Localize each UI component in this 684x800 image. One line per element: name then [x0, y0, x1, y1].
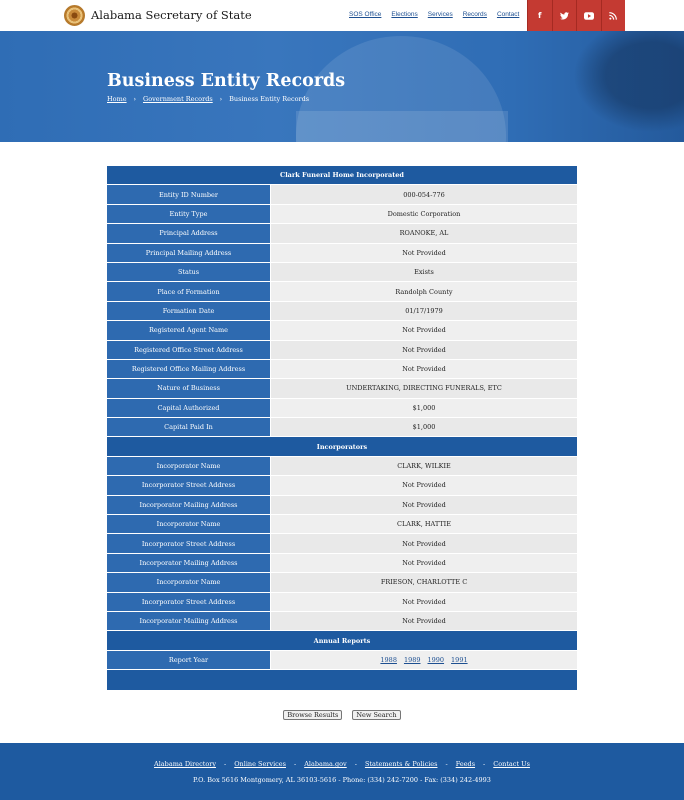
chevron-right-icon: ›: [133, 95, 136, 103]
row-label: Entity Type: [107, 205, 271, 224]
tree-image: [560, 31, 684, 142]
table-row: [107, 205, 577, 224]
row-value: 000-054-776: [271, 185, 577, 204]
row-label: Place of Formation: [107, 282, 271, 301]
table-row: [107, 554, 577, 573]
table-row: [107, 476, 577, 495]
row-value: 01/17/1979: [271, 302, 577, 321]
nav-services[interactable]: Services: [427, 11, 453, 18]
row-label: Incorporator Street Address: [107, 476, 271, 495]
row-label: Incorporator Name: [107, 457, 271, 476]
nav-records[interactable]: Records: [462, 11, 487, 18]
row-value: Not Provided: [271, 534, 577, 553]
footer-separator: -: [483, 760, 486, 768]
row-label: Incorporator Mailing Address: [107, 496, 271, 515]
browse-results-button[interactable]: Browse Results: [283, 710, 342, 720]
row-label: Capital Authorized: [107, 399, 271, 418]
table-row: [107, 593, 577, 612]
facebook-icon[interactable]: f: [527, 0, 552, 31]
table-row: [107, 321, 577, 340]
table-row: [107, 534, 577, 553]
row-value: FRIESON, CHARLOTTE C: [271, 573, 577, 592]
breadcrumb: [107, 95, 309, 103]
row-label: Status: [107, 263, 271, 282]
row-label: Nature of Business: [107, 379, 271, 398]
row-label: Principal Address: [107, 224, 271, 243]
footer-link-feeds[interactable]: Feeds: [455, 760, 476, 768]
row-value: Not Provided: [271, 476, 577, 495]
table-row: [107, 573, 577, 592]
row-label: Registered Office Mailing Address: [107, 360, 271, 379]
row-label: Incorporator Street Address: [107, 534, 271, 553]
hero-banner: [0, 31, 684, 142]
row-label: Entity ID Number: [107, 185, 271, 204]
footer-separator: -: [224, 760, 227, 768]
entity-records-table: [107, 166, 577, 690]
table-row: [107, 282, 577, 301]
footer-separator: -: [293, 760, 297, 768]
row-value: Not Provided: [271, 496, 577, 515]
row-value: [271, 651, 577, 670]
row-value: Not Provided: [271, 612, 577, 631]
report-year-link[interactable]: 1988: [380, 655, 397, 664]
table-row: [107, 399, 577, 418]
footer-address: P.O. Box 5616 Montgomery, AL 36103-5616 - Phone: (334) 242-7200 - Fax: (334) 242-4993: [193, 776, 491, 784]
table-row: [107, 224, 577, 243]
entity-name-heading: Clark Funeral Home Incorporated: [107, 166, 577, 185]
rss-icon[interactable]: [601, 0, 626, 31]
social-links: [527, 0, 625, 31]
action-buttons: [0, 710, 684, 720]
footer-link-statements-policies[interactable]: Statements & Policies: [364, 760, 438, 768]
footer-separator: -: [354, 760, 357, 768]
annual-reports-heading: Annual Reports: [107, 631, 577, 650]
row-label: Incorporator Mailing Address: [107, 612, 271, 631]
row-label: Incorporator Street Address: [107, 593, 271, 612]
site-title[interactable]: Alabama Secretary of State: [91, 8, 252, 22]
row-label: Formation Date: [107, 302, 271, 321]
breadcrumb-home[interactable]: Home: [107, 95, 127, 103]
row-value: $1,000: [271, 418, 577, 437]
row-value: UNDERTAKING, DIRECTING FUNERALS, ETC: [271, 379, 577, 398]
nav-sos-office[interactable]: SOS Office: [349, 11, 382, 18]
row-value: Not Provided: [271, 360, 577, 379]
incorporators-heading: Incorporators: [107, 437, 577, 456]
new-search-button[interactable]: New Search: [352, 710, 400, 720]
footer-link-alabama-gov[interactable]: Alabama.gov: [304, 760, 347, 768]
footer-link-online-services[interactable]: Online Services: [234, 760, 286, 768]
footer-link-contact-us[interactable]: Contact Us: [493, 760, 530, 768]
table-footer-bar: [107, 670, 577, 689]
row-label: Capital Paid In: [107, 418, 271, 437]
row-label: Principal Mailing Address: [107, 244, 271, 263]
row-value: Not Provided: [271, 341, 577, 360]
table-row: [107, 457, 577, 476]
site-header: [0, 0, 684, 31]
row-value: Not Provided: [271, 554, 577, 573]
state-seal-logo[interactable]: [64, 5, 85, 26]
table-row: [107, 418, 577, 437]
footer-links: [0, 760, 684, 768]
table-row: [107, 185, 577, 204]
table-row: [107, 244, 577, 263]
row-value: Exists: [271, 263, 577, 282]
nav-elections[interactable]: Elections: [391, 11, 418, 18]
chevron-right-icon: ›: [219, 95, 223, 103]
row-value: ROANOKE, AL: [271, 224, 577, 243]
incorporator-details: [107, 457, 577, 632]
nav-contact[interactable]: Contact: [496, 11, 520, 18]
row-label: Incorporator Name: [107, 515, 271, 534]
row-label: Incorporator Mailing Address: [107, 554, 271, 573]
row-label: Report Year: [107, 651, 271, 670]
report-year-links: [380, 656, 467, 664]
row-value: Not Provided: [271, 244, 577, 263]
table-row: [107, 651, 577, 670]
row-value: $1,000: [271, 399, 577, 418]
row-value: Domestic Corporation: [271, 205, 577, 224]
page-title: Business Entity Records: [107, 71, 346, 91]
report-year-link[interactable]: 1990: [427, 655, 445, 664]
row-value: Not Provided: [271, 593, 577, 612]
report-year-link[interactable]: 1989: [403, 655, 421, 664]
table-row: [107, 379, 577, 398]
row-value: CLARK, HATTIE: [271, 515, 577, 534]
row-label: Registered Agent Name: [107, 321, 271, 340]
row-value: Randolph County: [271, 282, 577, 301]
twitter-icon[interactable]: [552, 0, 577, 31]
table-row: [107, 360, 577, 379]
breadcrumb-government-records[interactable]: Government Records: [143, 95, 213, 103]
table-row: [107, 612, 577, 631]
entity-details: [107, 185, 577, 437]
youtube-icon[interactable]: [576, 0, 601, 31]
row-label: Incorporator Name: [107, 573, 271, 592]
capitol-building-image: [296, 111, 508, 142]
site-footer: [0, 743, 684, 800]
row-value: CLARK, WILKIE: [271, 457, 577, 476]
row-label: Registered Office Street Address: [107, 341, 271, 360]
table-row: [107, 496, 577, 515]
footer-link-alabama-directory[interactable]: Alabama Directory: [154, 760, 217, 768]
table-row: [107, 341, 577, 360]
report-year-link[interactable]: 1991: [451, 655, 468, 664]
breadcrumb-current: Business Entity Records: [229, 95, 310, 103]
footer-separator: -: [445, 760, 448, 768]
row-value: Not Provided: [271, 321, 577, 340]
table-row: [107, 515, 577, 534]
table-row: [107, 263, 577, 282]
table-row: [107, 302, 577, 321]
main-nav: [349, 11, 519, 18]
